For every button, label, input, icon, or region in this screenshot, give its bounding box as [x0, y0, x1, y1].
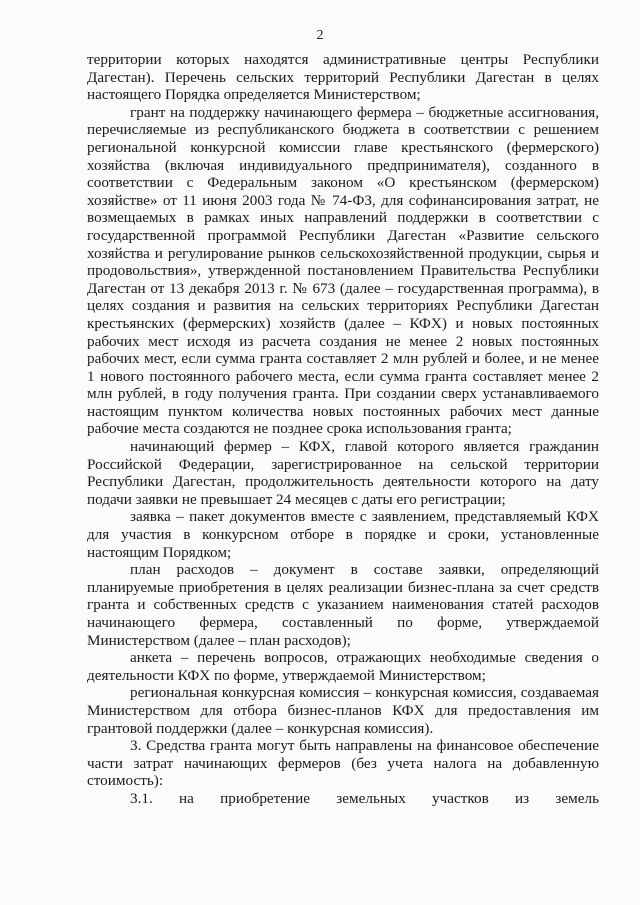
- paragraph-section-3-1: 3.1. на приобретение земельных участков из земель: [130, 789, 599, 807]
- document-body: [87, 51, 599, 808]
- paragraph-territory-continuation: территории которых находятся административные центры Республики Дагестан). Перечень сельских территорий Республики Дагестан в целях настоящего Порядка определяется Министерством;: [87, 51, 599, 104]
- paragraph-questionnaire-definition: анкета – перечень вопросов, отражающих необходимые сведения о деятельности КФХ по форме, утверждаемой Министерством;: [87, 649, 599, 684]
- paragraph-commission-definition: региональная конкурсная комиссия – конкурсная комиссия, создаваемая Министерством для отбора бизнес-планов КФХ для предоставления им грантовой поддержки (далее – конкурсная комиссия).: [87, 684, 599, 737]
- paragraph-expense-plan-definition: план расходов – документ в составе заявки, определяющий планируемые приобретения в целях реализации бизнес-плана за счет средств гранта и собственных средств с указанием наименования статей расходов начинающего фермера, составленный по форме, утверждаемой Министерством (далее – план расходов);: [87, 561, 599, 649]
- page-number: 2: [316, 28, 324, 43]
- paragraph-grant-definition: грант на поддержку начинающего фермера – бюджетные ассигнования, перечисляемые из республиканского бюджета в соответствии с решением региональной конкурсной комиссии главе крестьянского (фермерского) хозяйства (включая индивидуального предпринимателя), созданного в соответствии с Федеральным законом «О крестьянском (фермерском) хозяйстве» от 11 июня 2003 года № 74-ФЗ, для софинансирования затрат, не возмещаемых в рамках иных направлений поддержки в соответствии с государственной программой Республики Дагестан «Развитие сельского хозяйства и регулирование рынков сельскохозяйственной продукции, сырья и продовольствия», утвержденной постановлением Правительства Республики Дагестан от 13 декабря 2013 г. № 673 (далее – государственная программа), в целях создания и развития на сельских территориях Республики Дагестан крестьянских (фермерских) хозяйств (далее – КФХ) и новых постоянных рабочих мест исходя из расчета создания не менее 2 новых постоянных рабочих мест, если сумма гранта составляет 2 млн рублей и более, и не менее 1 нового постоянного рабочего места, если сумма гранта составляет менее 2 млн рублей, в году получения гранта. При создании сверх устанавливаемого настоящим пунктом количества новых постоянных рабочих мест данные рабочие места создаются не позднее срока использования гранта;: [87, 103, 599, 438]
- paragraph-beginning-farmer-definition: начинающий фермер – КФХ, главой которого является гражданин Российской Федерации, зарегистрированное на сельской территории Республики Дагестан, продолжительность деятельности которого на дату подачи заявки не превышает 24 месяцев с даты его регистрации;: [87, 438, 599, 508]
- paragraph-application-definition: заявка – пакет документов вместе с заявлением, представляемый КФХ для участия в конкурсном отборе в порядке и сроки, установленные настоящим Порядком;: [87, 508, 599, 561]
- paragraph-section-3: 3. Средства гранта могут быть направлены на финансовое обеспечение части затрат начинающих фермеров (без учета налога на добавленную стоимость):: [87, 737, 599, 790]
